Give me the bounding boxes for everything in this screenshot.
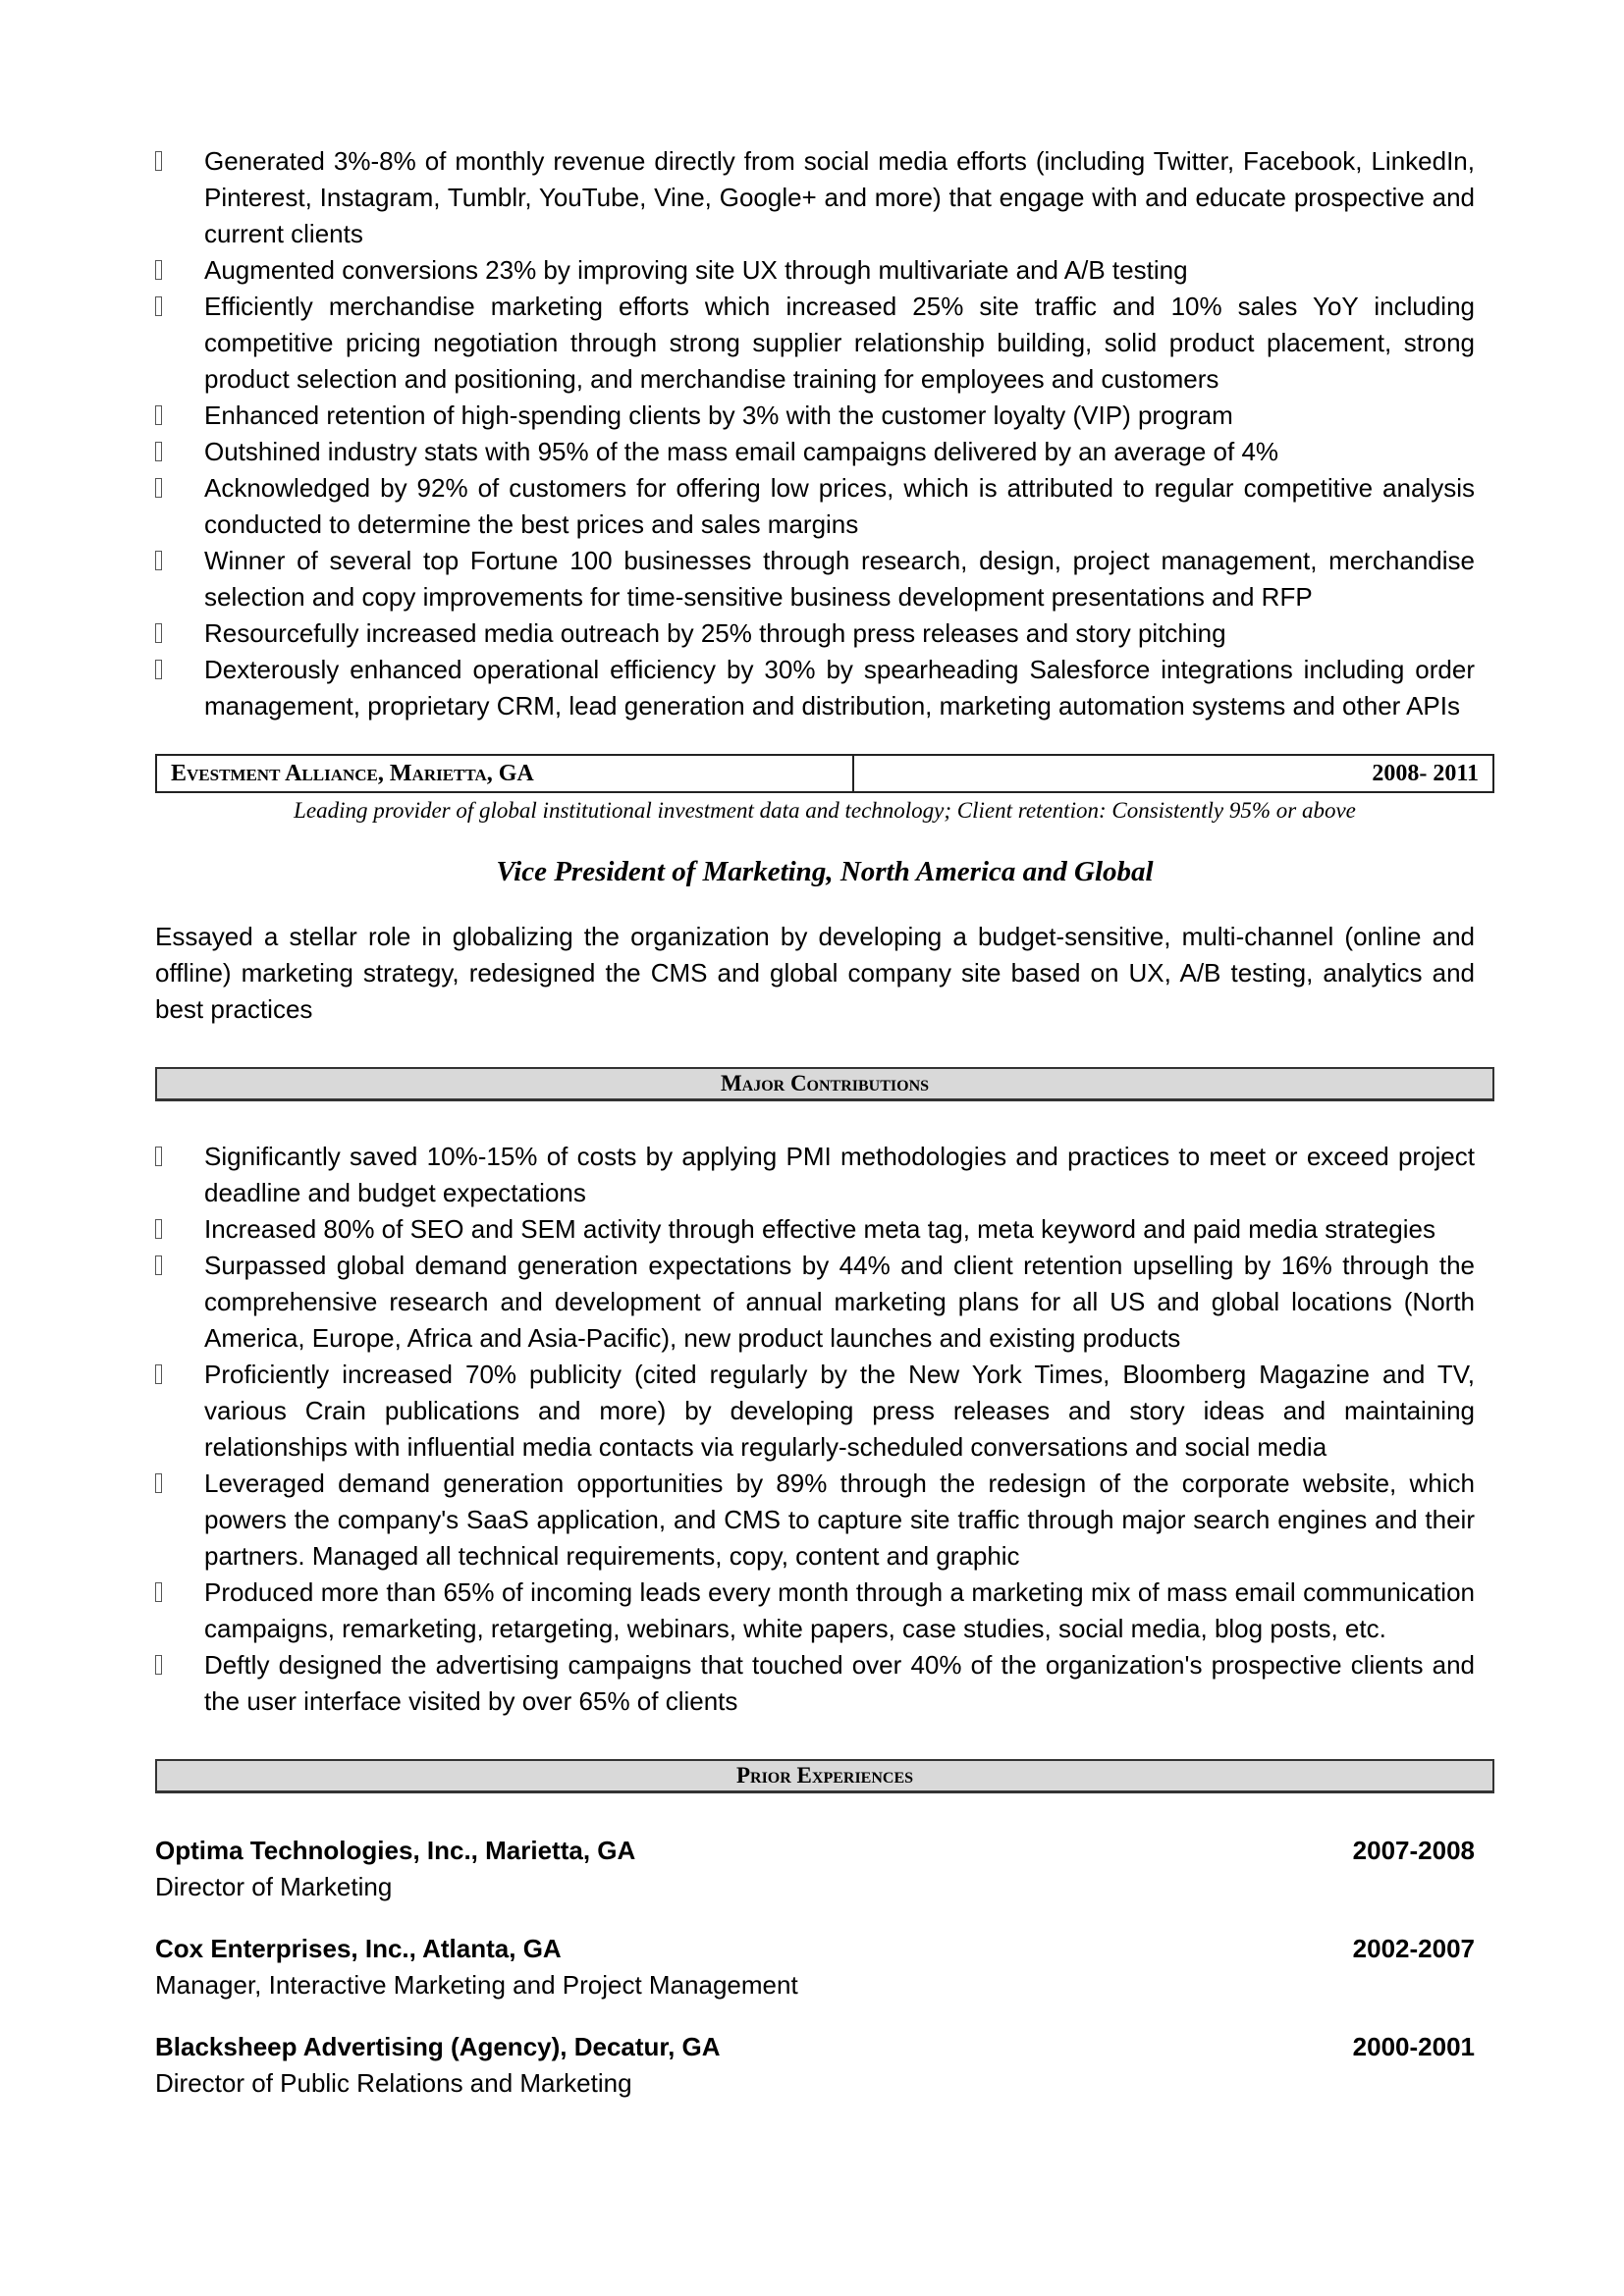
job-dates: 2002-2007 [1352,1934,1475,1963]
job-title: Director of Public Relations and Marketing [155,2068,632,2098]
bullet-icon [155,1364,162,1384]
job-title: Manager, Interactive Marketing and Project Management [155,1970,798,2000]
bullet-icon [155,1255,162,1275]
prior-job [155,1833,1475,1905]
bullet-icon [155,405,162,425]
bullet-icon [155,151,162,171]
bullet-icon [155,442,162,461]
list-item: Efficiently merchandise marketing efforts which increased 25% site traffic and 10% sales YoY including competitive pricing negotiation through strong supplier relationship building, solid product placement, strong product selection and positioning, and merchandise training for employees and customers [155,289,1475,398]
list-item: Resourcefully increased media outreach by 25% through press releases and story pitching [155,615,1475,652]
list-item: Surpassed global demand generation expectations by 44% and client retention upselling by 16% through the comprehensive research and development of annual marketing plans for all US and global locations (North America, Europe, Africa and Asia-Pacific), new product launches and existing products [155,1248,1475,1357]
list-item: Generated 3%-8% of monthly revenue directly from social media efforts (including Twitter, Facebook, LinkedIn, Pinterest, Instagram, Tumblr, YouTube, Vine, Google+ and more) that engage with and educate prospective and current clients [155,143,1475,252]
bullet-icon [155,660,162,679]
section-heading-prior-experiences: Prior Experiences [155,1759,1494,1793]
job-dates: 2007-2008 [1352,1836,1475,1865]
list-item: Augmented conversions 23% by improving site UX through multivariate and A/B testing [155,252,1475,289]
list-item: Produced more than 65% of incoming leads every month through a marketing mix of mass email communication campaigns, remarketing, retargeting, webinars, white papers, case studies, social media, blog posts, etc. [155,1575,1475,1647]
role-summary: Essayed a stellar role in globalizing the organization by developing a budget-sensitive, multi-channel (online and offline) marketing strategy, redesigned the CMS and global company site based on UX, A/B testing, analytics and best practices [155,922,1475,1024]
resume-page [155,143,1494,2127]
bullet-icon [155,260,162,280]
job-company: Cox Enterprises, Inc., Atlanta, GA [155,1934,562,1963]
list-item: Leveraged demand generation opportunities by 89% through the redesign of the corporate website, which powers the company's SaaS application, and CMS to capture site traffic through major search engines and their partners. Managed all technical requirements, copy, content and graphic [155,1466,1475,1575]
list-item: Increased 80% of SEO and SEM activity through effective meta tag, meta keyword and paid media strategies [155,1211,1475,1248]
role-title: Vice President of Marketing, North America and Global [496,856,1154,887]
prior-job [155,2029,1475,2102]
bullet-icon [155,478,162,498]
previous-role-bullet-list [155,143,1475,724]
bullet-icon [155,623,162,643]
major-contributions-list [155,1139,1475,1720]
list-item: Winner of several top Fortune 100 businesses through research, design, project management, merchandise selection and copy improvements for time-sensitive business development presentations and RFP [155,543,1475,615]
bullet-icon [155,296,162,316]
list-item: Dexterously enhanced operational efficiency by 30% by spearheading Salesforce integrations including order management, proprietary CRM, lead generation and distribution, marketing automation systems and other APIs [155,652,1475,724]
list-item: Enhanced retention of high-spending clients by 3% with the customer loyalty (VIP) program [155,398,1475,434]
list-item: Outshined industry stats with 95% of the mass email campaigns delivered by an average of 4% [155,434,1475,470]
job-title: Director of Marketing [155,1872,393,1901]
list-item: Deftly designed the advertising campaigns that touched over 40% of the organization's prospective clients and the user interface visited by over 65% of clients [155,1647,1475,1720]
list-item: Proficiently increased 70% publicity (cited regularly by the New York Times, Bloomberg Magazine and TV, various Crain publications and more) by developing press releases and story ideas and maintaining relationships with influential media contacts via regularly-scheduled conversations and social media [155,1357,1475,1466]
bullet-icon [155,1219,162,1239]
list-item: Significantly saved 10%-15% of costs by applying PMI methodologies and practices to meet or exceed project deadline and budget expectations [155,1139,1475,1211]
list-item: Acknowledged by 92% of customers for offering low prices, which is attributed to regular competitive analysis conducted to determine the best prices and sales margins [155,470,1475,543]
company-header-box [155,754,1494,793]
bullet-icon [155,1582,162,1602]
job-dates: 2000-2001 [1352,2032,1475,2061]
company-tagline: Leading provider of global institutional investment data and technology; Client retention: Consistently 95% or above [294,798,1356,823]
bullet-icon [155,1655,162,1675]
job-company: Optima Technologies, Inc., Marietta, GA [155,1836,636,1865]
bullet-icon [155,1473,162,1493]
job-company: Blacksheep Advertising (Agency), Decatur, GA [155,2032,721,2061]
prior-job [155,1931,1475,2003]
bullet-icon [155,551,162,570]
bullet-icon [155,1147,162,1166]
section-heading-major-contributions: Major Contributions [155,1067,1494,1101]
company-name: Evestment Alliance, Marietta, GA [157,756,854,791]
company-dates: 2008- 2011 [1372,760,1479,786]
